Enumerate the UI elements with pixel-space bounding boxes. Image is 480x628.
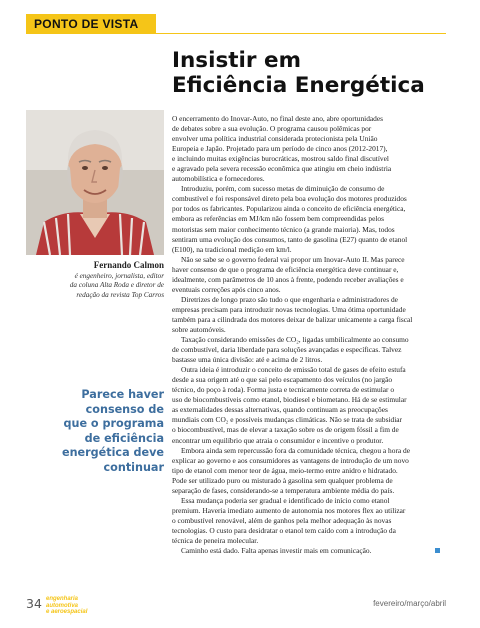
body-line: mundiais com CO₂ e possíveis mudanças climáticas. Não se trata de subsidiar (172, 415, 402, 425)
logo-line: automotiva (46, 602, 79, 609)
body-line: eventuais correções após cinco anos. (172, 284, 281, 294)
body-line: envolver uma política industrial considerada protecionista pela União (172, 134, 378, 144)
end-mark-icon (435, 548, 440, 553)
body-line: haver consenso de que o programa de eficiência energética deve continuar e, (172, 264, 399, 274)
section-rule (156, 33, 446, 34)
section-label: PONTO DE VISTA (34, 17, 139, 31)
pull-quote-line: consenso de (85, 402, 164, 416)
body-line: Embora ainda sem repercussão fora da comunidade técnica, chegou a hora de (181, 445, 411, 455)
pull-quote-line: Parece haver (81, 388, 164, 401)
body-line: empresas precisam para introduzir novas tecnologias. Uma ótima oportunidade (172, 304, 406, 314)
issue-date: fevereiro/março/abril (373, 599, 446, 608)
body-line: tipo de etanol com menor teor de água, meio-termo entre anidro e hidratado. (172, 465, 398, 475)
body-line: sobre automóveis. (172, 324, 226, 334)
page-number: 34 (26, 596, 42, 611)
body-line: as externalidades dessas alternativas, quando continuam as preocupações (172, 405, 388, 415)
body-line-final (172, 546, 450, 556)
body-line: também para a cilindrada dos motores deixar de balizar unicamente a carga fiscal (172, 314, 413, 324)
logo-line: e aeroespacial (46, 609, 88, 616)
title-line: Eficiência Energética (172, 73, 425, 98)
body-line: por todos os fabricantes. Popularizou ainda o conceito de eficiência energética, (172, 204, 406, 214)
author-bio-line: redação da revista Top Carros (76, 290, 164, 299)
body-line: e agravado pela severa recessão econômica que atingiu em cheio indústria (172, 164, 392, 174)
body-line: sentiram uma evolução dos consumos, tanto de gasolina (E27) quanto de etanol (172, 234, 408, 244)
body-line: tecnologias. O custo para desidratar o etanol tem caído com a introdução da (172, 525, 396, 535)
section-tab (26, 14, 156, 34)
body-line: idealmente, com parâmetros de 10 anos à frente, podendo receber avaliações e (172, 274, 404, 284)
body-line: uso de biocombustíveis como etanol, biodiesel e biometano. Há de se estimular (172, 395, 407, 405)
title-line: Insistir em (172, 48, 301, 73)
article-body (172, 114, 450, 556)
author-portrait (26, 110, 164, 255)
pull-quote-line: energética deve (62, 446, 164, 460)
logo-line: engenharia (46, 596, 79, 602)
body-line: Europeia e Japão. Projetado para um período de cinco anos (2012-2017), (172, 144, 388, 154)
body-line: Não se sabe se o governo federal vai propor um Inovar-Auto II. Mas parece (181, 254, 405, 264)
body-line: Taxação considerando emissões de CO₂, ligadas umbilicalmente ao consumo (181, 335, 409, 345)
body-line: explicar ao governo e aos consumidores as vantagens de introdução de um novo (172, 455, 409, 465)
body-line: Introduziu, porém, com sucesso metas de diminuição de consumo de (181, 184, 385, 194)
body-line: bastasse uma única divisão: até e acima de 2 litros. (172, 355, 323, 365)
body-line: técnico, do poço à roda). Forma justa e tecnicamente correta de estimular o (172, 385, 395, 395)
body-line: e incluindo muitas exigências burocráticas, mostrou saldo final discutível (172, 154, 389, 164)
section-header (26, 14, 446, 34)
body-line: separação de fases, considerando-se a temperatura ambiente média do país. (172, 485, 395, 495)
body-line: o biocombustível, mas de elevar a taxação sobre os de origem fóssil a fim de (172, 425, 399, 435)
pull-quote-line: de eficiência (84, 431, 164, 445)
author-bio (26, 272, 164, 300)
author-name: Fernando Calmon (93, 260, 164, 270)
body-line: desde a sua origem até o que sai pelo escapamento dos veículos (no jargão (172, 375, 393, 385)
body-line: o combustível renovável, além de ganhos pela melhor adequação às novas (172, 515, 392, 525)
body-line: embora as referências em MJ/km não fossem bem compreendidas pelos (172, 214, 385, 224)
pull-quote-line: continuar (103, 460, 164, 474)
body-line: motoristas sem maior conhecimento técnico (a grande maioria). Mas, todos (172, 224, 395, 234)
body-line: Diretrizes de longo prazo são tudo o que engenharia e administradores de (181, 294, 398, 304)
body-line: O encerramento do Inovar-Auto, no final deste ano, abre oportunidades (172, 114, 384, 123)
body-line: automobilística e fornecedores. (172, 174, 265, 184)
pull-quote-line: que o programa (63, 417, 164, 431)
body-line: (E100), na tradicional medição em km/l. (172, 244, 292, 254)
body-line: Pode ser utilizado puro ou misturado à gasolina sem qualquer problema de (172, 475, 393, 485)
author-bio-line: é engenheiro, jornalista, editor (74, 272, 164, 280)
body-line: premium. Haveria imediato aumento de autonomia nos motores flex ao utilizar (172, 505, 406, 515)
body-line-text: Caminho está dado. Falta apenas investir mais em comunicação. (181, 546, 372, 556)
body-line: de combustível, daria liberdade para soluções avançadas e específicas. Talvez (172, 345, 402, 355)
body-line: técnica de peneira molecular. (172, 535, 259, 545)
magazine-logo (46, 596, 87, 616)
body-line: Essa mudança poderia ser gradual e identificado de início como etanol (181, 495, 390, 505)
body-line: Outra ideia é introduzir o conceito de emissão total de gases de efeito estufa (181, 365, 406, 375)
body-line: combustível e foi responsável direto pela boa evolução dos motores produzidos (172, 194, 407, 204)
pull-quote (26, 388, 164, 476)
body-line: de debates sobre a sua evolução. O programa causou polêmicas por (172, 124, 372, 134)
author-bio-line: da coluna Alta Roda e diretor de (69, 281, 164, 290)
author-photo (26, 110, 164, 255)
article-title (172, 48, 462, 98)
body-line: encontrar um equilíbrio que atraia o consumidor e incentive o produtor. (172, 435, 384, 445)
